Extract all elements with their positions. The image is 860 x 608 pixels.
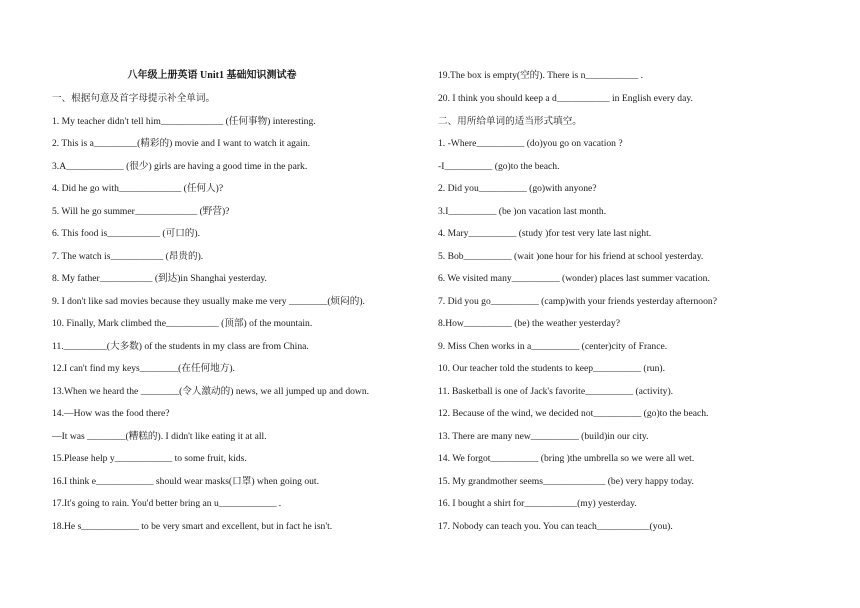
- page-title: 八年级上册英语 Unit1 基础知识测试卷: [127, 70, 297, 81]
- question-line: 19.The box is empty(空的). There is n___________ .: [438, 70, 643, 81]
- question-line: 17. Nobody can teach you. You can teach___________(you).: [438, 521, 673, 532]
- question-line: 2. This is a_________(精彩的) movie and I want to watch it again.: [52, 138, 311, 149]
- question-line: 4. Did he go with_____________ (任何人)?: [52, 183, 224, 194]
- question-line: -I__________ (go)to the beach.: [438, 161, 560, 172]
- question-line: 3.A____________ (很少) girls are having a good time in the park.: [52, 161, 308, 172]
- question-line: 13.When we heard the ________(令人激动的) news, we all jumped up and down.: [52, 386, 370, 397]
- question-line: 16. I bought a shirt for___________(my) yesterday.: [438, 498, 637, 509]
- question-line: 14.—How was the food there?: [52, 408, 170, 419]
- question-line: 1. My teacher didn't tell him_____________ (任何事物) interesting.: [52, 116, 316, 127]
- question-line: 20. I think you should keep a d___________ in English every day.: [438, 93, 693, 104]
- question-line: 10. Our teacher told the students to keep__________ (run).: [438, 363, 665, 374]
- question-line: 6. This food is___________ (可口的).: [52, 228, 200, 239]
- question-line: 12.I can't find my keys________(在任何地方).: [52, 363, 235, 374]
- question-line: 6. We visited many__________ (wonder) places last summer vacation.: [438, 273, 710, 284]
- question-line: 9. Miss Chen works in a__________ (center)city of France.: [438, 341, 668, 352]
- question-line: 5. Will he go summer_____________ (野营)?: [52, 206, 230, 217]
- question-line: 14. We forgot__________ (bring )the umbrella so we were all wet.: [438, 453, 695, 464]
- question-line: 2. Did you__________ (go)with anyone?: [438, 183, 597, 194]
- question-line: 9. I don't like sad movies because they usually make me very ________(烦闷的).: [52, 296, 365, 307]
- section-one-heading: 一、根据句意及首字母提示补全单词。: [52, 93, 216, 104]
- question-line: 8.How__________ (be) the weather yesterday?: [438, 318, 620, 329]
- question-line: 7. Did you go__________ (camp)with your friends yesterday afternoon?: [438, 296, 717, 307]
- question-line: 16.I think e____________ should wear masks(口罩) when going out.: [52, 476, 319, 487]
- question-line: 11._________(大多数) of the students in my class are from China.: [52, 341, 309, 352]
- question-line: —It was ________(糟糕的). I didn't like eating it at all.: [52, 431, 267, 442]
- question-line: 18.He s____________ to be very smart and excellent, but in fact he isn't.: [52, 521, 333, 532]
- question-line: 11. Basketball is one of Jack's favorite__________ (activity).: [438, 386, 674, 397]
- question-line: 3.I__________ (be )on vacation last month.: [438, 206, 607, 217]
- question-line: 5. Bob__________ (wait )one hour for his friend at school yesterday.: [438, 251, 704, 262]
- question-line: 15.Please help y____________ to some fruit, kids.: [52, 453, 247, 464]
- question-line: 12. Because of the wind, we decided not__________ (go)to the beach.: [438, 408, 709, 419]
- question-line: 10. Finally, Mark climbed the___________ (顶部) of the mountain.: [52, 318, 313, 329]
- question-line: 17.It's going to rain. You'd better bring an u____________ .: [52, 498, 282, 509]
- question-line: 4. Mary__________ (study )for test very late last night.: [438, 228, 652, 239]
- question-line: 1. -Where__________ (do)you go on vacation ?: [438, 138, 623, 149]
- question-line: 7. The watch is___________ (昂贵的).: [52, 251, 204, 262]
- question-line: 15. My grandmother seems_____________ (be) very happy today.: [438, 476, 694, 487]
- question-line: 8. My father___________ (到达)in Shanghai yesterday.: [52, 273, 267, 284]
- section-two-heading: 二、用所给单词的适当形式填空。: [438, 116, 582, 127]
- question-line: 13. There are many new__________ (build)in our city.: [438, 431, 649, 442]
